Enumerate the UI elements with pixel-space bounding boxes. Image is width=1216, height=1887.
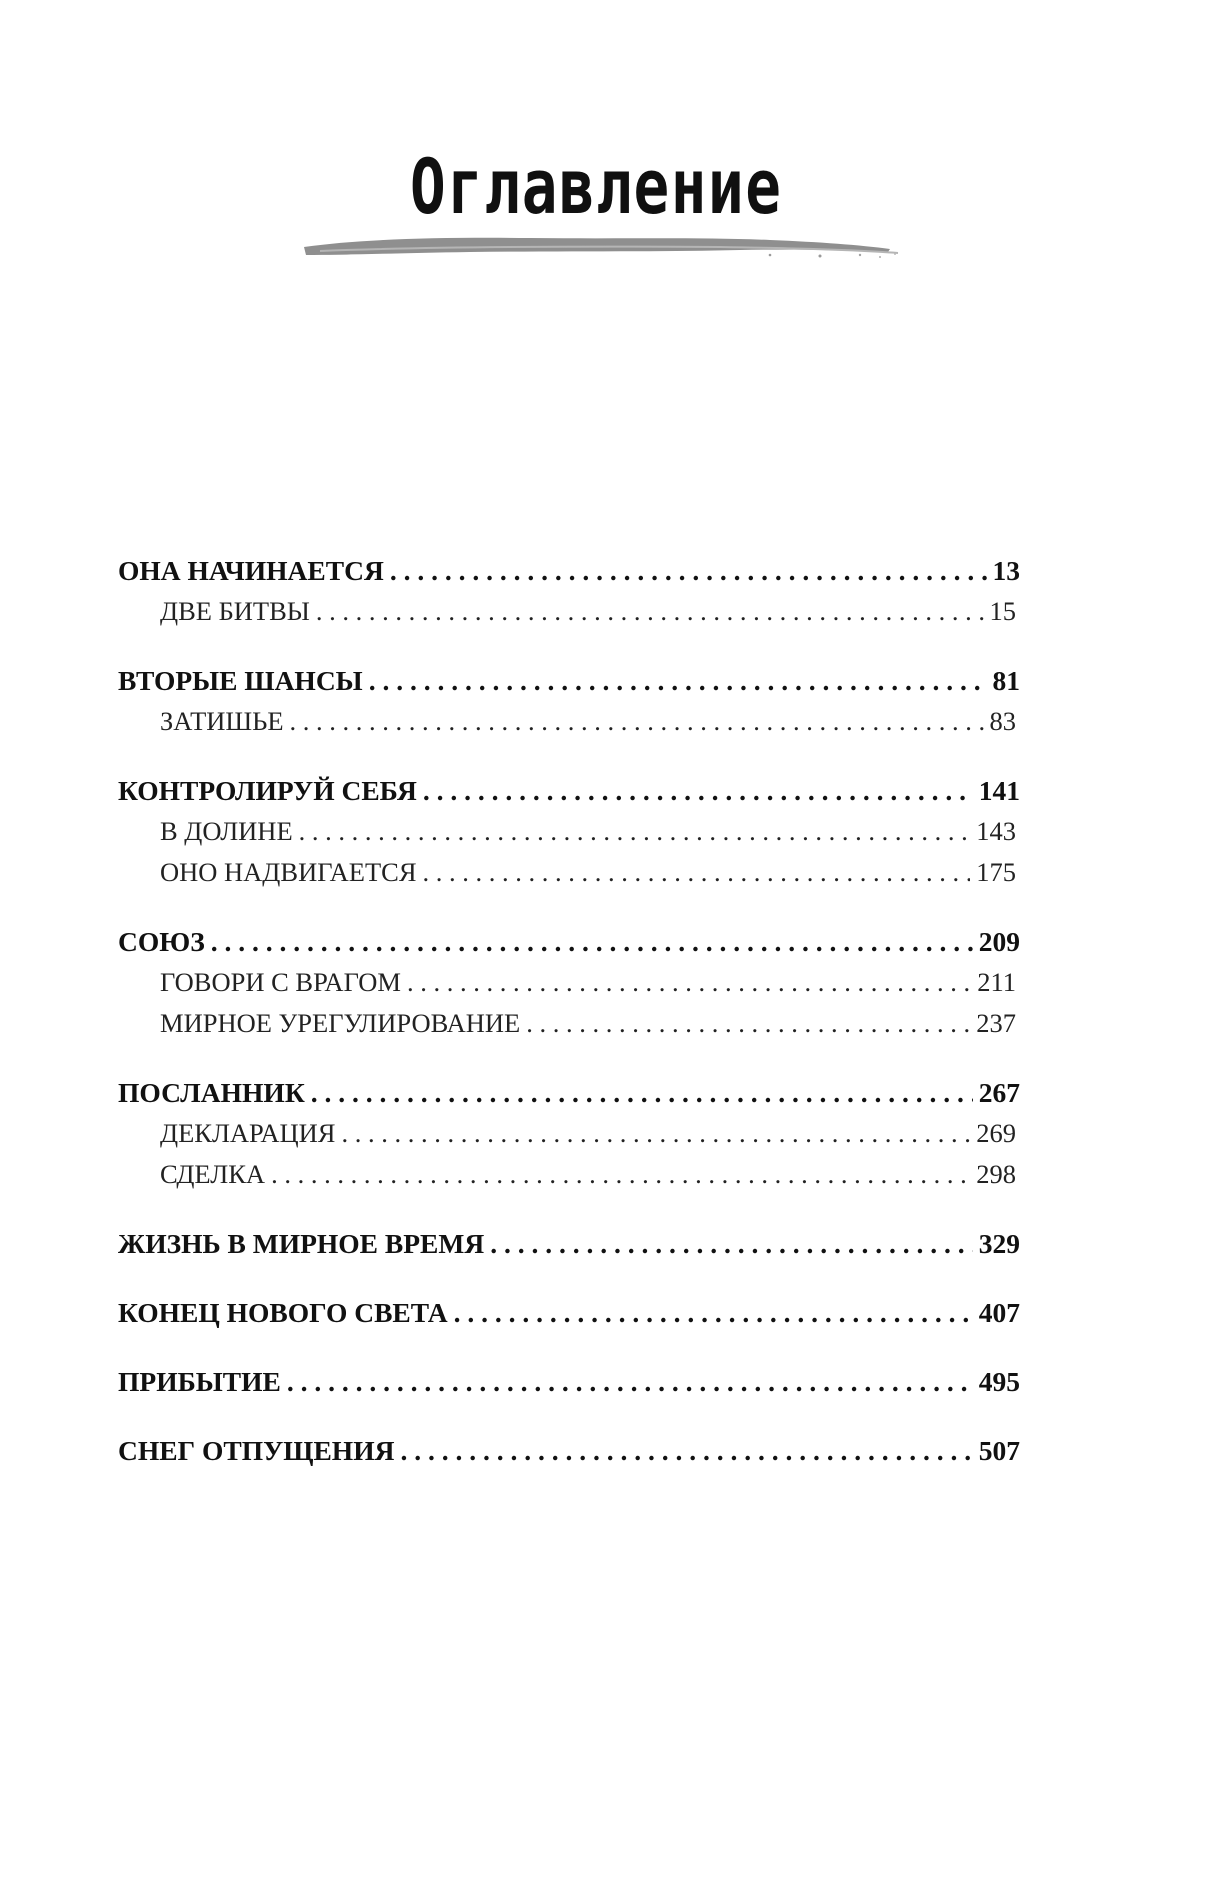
toc-part-entry[interactable] xyxy=(118,1297,1020,1338)
toc-section xyxy=(118,665,1020,747)
dot-leader xyxy=(400,1435,972,1467)
toc-page-number: 329 xyxy=(978,1228,1020,1259)
dot-leader xyxy=(390,555,987,587)
dot-leader xyxy=(454,1297,973,1329)
toc-section xyxy=(118,775,1020,898)
toc-part-entry[interactable] xyxy=(118,926,1020,967)
toc-chapter-entry[interactable] xyxy=(118,596,1020,637)
dot-leader xyxy=(407,967,971,998)
toc-chapter-title: ГОВОРИ С ВРАГОМ xyxy=(160,967,401,997)
toc-chapter-title: ЗАТИШЬЕ xyxy=(160,706,284,736)
toc-page-number: 298 xyxy=(976,1159,1016,1189)
toc-page-number: 269 xyxy=(976,1118,1016,1148)
toc-page-number: 237 xyxy=(976,1008,1016,1038)
toc-page-number: 83 xyxy=(989,706,1016,736)
toc-section xyxy=(118,555,1020,637)
table-of-contents xyxy=(118,555,1020,1504)
toc-chapter-entry[interactable] xyxy=(118,967,1020,1008)
toc-page-number: 15 xyxy=(989,596,1016,626)
toc-page-number: 209 xyxy=(978,926,1020,957)
toc-part-entry[interactable] xyxy=(118,555,1020,596)
toc-part-title: ПОСЛАННИК xyxy=(118,1077,305,1108)
toc-part-title: КОНТРОЛИРУЙ СЕБЯ xyxy=(118,775,417,806)
toc-chapter-title: МИРНОЕ УРЕГУЛИРОВАНИЕ xyxy=(160,1008,521,1038)
toc-page-number: 407 xyxy=(978,1297,1020,1328)
toc-part-title: ПРИБЫТИЕ xyxy=(118,1366,281,1397)
toc-section xyxy=(118,926,1020,1049)
brush-stroke-underline xyxy=(300,225,900,265)
dot-leader xyxy=(290,706,984,737)
dot-leader xyxy=(311,1077,973,1109)
dot-leader xyxy=(316,596,984,627)
toc-part-title: СНЕГ ОТПУЩЕНИЯ xyxy=(118,1435,395,1466)
toc-part-title: ВТОРЫЕ ШАНСЫ xyxy=(118,665,363,696)
dot-leader xyxy=(342,1118,971,1149)
toc-chapter-entry[interactable] xyxy=(118,706,1020,747)
dot-leader xyxy=(287,1366,973,1398)
toc-part-entry[interactable] xyxy=(118,665,1020,706)
toc-chapter-entry[interactable] xyxy=(118,816,1020,857)
dot-leader xyxy=(423,775,973,807)
title-block xyxy=(300,130,900,260)
toc-part-entry[interactable] xyxy=(118,1077,1020,1118)
toc-page-number: 143 xyxy=(976,816,1016,846)
toc-part-entry[interactable] xyxy=(118,1228,1020,1269)
toc-chapter-entry[interactable] xyxy=(118,857,1020,898)
toc-part-entry[interactable] xyxy=(118,1366,1020,1407)
toc-part-entry[interactable] xyxy=(118,775,1020,816)
toc-page-number: 211 xyxy=(977,967,1016,997)
toc-page-number: 267 xyxy=(978,1077,1020,1108)
toc-page-number: 175 xyxy=(976,857,1016,887)
dot-leader xyxy=(526,1008,970,1039)
toc-part-title: ЖИЗНЬ В МИРНОЕ ВРЕМЯ xyxy=(118,1228,485,1259)
dot-leader xyxy=(369,665,987,697)
toc-page-number: 81 xyxy=(992,665,1020,696)
toc-part-title: КОНЕЦ НОВОГО СВЕТА xyxy=(118,1297,448,1328)
toc-section xyxy=(118,1077,1020,1200)
toc-chapter-entry[interactable] xyxy=(118,1118,1020,1159)
toc-part-title: СОЮЗ xyxy=(118,926,205,957)
dot-leader xyxy=(211,926,973,958)
toc-section xyxy=(118,1435,1020,1476)
toc-chapter-title: ОНО НАДВИГАЕТСЯ xyxy=(160,857,417,887)
dot-leader xyxy=(271,1159,970,1190)
toc-chapter-entry[interactable] xyxy=(118,1008,1020,1049)
toc-section xyxy=(118,1366,1020,1407)
toc-chapter-title: В ДОЛИНЕ xyxy=(160,816,293,846)
toc-part-entry[interactable] xyxy=(118,1435,1020,1476)
toc-chapter-title: ДЕКЛАРАЦИЯ xyxy=(160,1118,336,1148)
toc-chapter-title: СДЕЛКА xyxy=(160,1159,266,1189)
toc-section xyxy=(118,1297,1020,1338)
dot-leader xyxy=(423,857,971,888)
toc-chapter-title: ДВЕ БИТВЫ xyxy=(160,596,310,626)
toc-section xyxy=(118,1228,1020,1269)
toc-page-number: 507 xyxy=(978,1435,1020,1466)
toc-page-number: 495 xyxy=(978,1366,1020,1397)
toc-page-number: 13 xyxy=(992,555,1020,586)
toc-page-number: 141 xyxy=(978,775,1020,806)
dot-leader xyxy=(299,816,971,847)
page-title: Оглавление xyxy=(410,142,783,231)
toc-chapter-entry[interactable] xyxy=(118,1159,1020,1200)
dot-leader xyxy=(490,1228,973,1260)
toc-part-title: ОНА НАЧИНАЕТСЯ xyxy=(118,555,384,586)
